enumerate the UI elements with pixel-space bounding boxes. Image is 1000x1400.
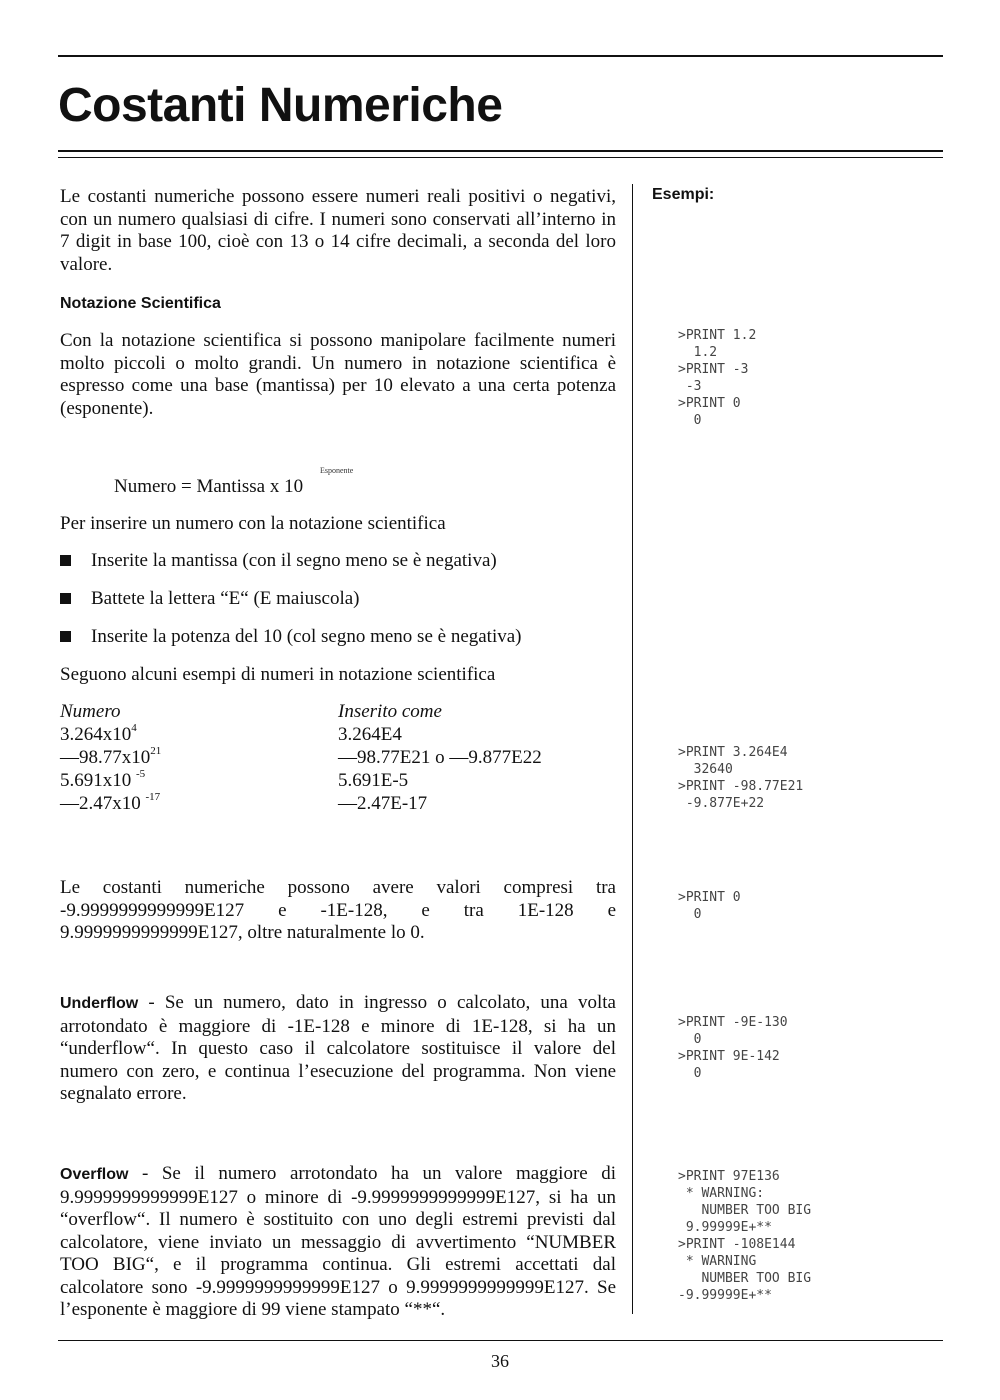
code-line: >PRINT -9E-130 — [678, 1015, 788, 1030]
code-line: >PRINT 97E136 — [678, 1169, 780, 1184]
footer-rule — [58, 1340, 943, 1341]
code-block — [678, 1014, 788, 1082]
code-line: >PRINT 0 — [678, 890, 741, 905]
table-cell-number — [60, 724, 137, 747]
bullet-item: Inserite la mantissa (con il segno meno se è negativa) — [91, 550, 497, 571]
code-line: >PRINT 9E-142 — [678, 1049, 780, 1064]
table-cell-number — [60, 747, 161, 770]
table-header-entered: Inserito come — [338, 701, 442, 722]
examples-heading: Esempi: — [652, 186, 715, 203]
bullet-item: Inserite la potenza del 10 (col segno meno se è negativa) — [91, 626, 522, 647]
scientific-paragraph: Con la notazione scientifica si possono manipolare facilmente numeri molto piccoli o molto grandi. Un numero in notazione scientifica è espresso come una base (mantissa) per 10 elevato a una certa potenza (esponente). — [60, 330, 616, 419]
table-cell-entered: 5.691E-5 — [338, 770, 409, 791]
bullet-square — [60, 593, 71, 604]
table-cell-entered: —2.47E-17 — [338, 793, 428, 814]
code-line: >PRINT -3 — [678, 362, 749, 377]
intro-paragraph: Le costanti numeriche possono essere numeri reali positivi o negativi, con un numero qualsiasi di cifre. I numeri sono conservati all’interno in 7 digit in base 100, cioè con 13 o 14 cifre decimali, a seconda del loro valore. — [60, 186, 616, 275]
table-cell-entered: 3.264E4 — [338, 724, 402, 745]
exponent-text: 4 — [131, 722, 137, 734]
range-paragraph: Le costanti numeriche possono avere valori compresi tra -9.9999999999999E127 e -1E-128, e tra 1E-128 e 9.9999999999999E127, oltre naturalmente lo 0. — [60, 877, 616, 943]
code-line: >PRINT 3.264E4 — [678, 745, 788, 760]
table-cell-number — [60, 793, 160, 816]
code-line: -9.99999E+** — [678, 1288, 772, 1303]
exponent-text: -17 — [145, 791, 161, 803]
bullet-item: Battete la lettera “E“ (E maiuscola) — [91, 588, 360, 609]
page-title: Costanti Numeriche — [58, 79, 503, 132]
code-line: NUMBER TOO BIG — [678, 1203, 812, 1218]
overflow-paragraph — [60, 1163, 616, 1322]
table-header-number: Numero — [60, 701, 121, 722]
overflow-text: - Se il numero arrotondato ha un valore maggiore di 9.9999999999999E127 o minore di -9.9999999999999E127, si ha un “overflow“. Il numero è sostituito con uno degli estremi previsti dal calcolatore, viene inviato un messaggio di avvertimento “NUMBER TOO BIG“, e il programma continua. Gli estremi accettati dal calcolatore sono -9.9999999999999E127 o 9.9999999999999E127. Se l’esponente è maggiore di 99 viene stampato “**“. — [60, 1163, 616, 1320]
code-line: 0 — [678, 1032, 702, 1047]
code-line: 0 — [678, 1066, 702, 1081]
underflow-label: Underflow — [60, 995, 139, 1012]
underflow-text: - Se un numero, dato in ingresso o calcolato, una volta arrotondato è maggiore di -1E-128 e minore di 1E-128, si ha un “underflow“. In questo caso il calcolatore sostituisce il valore del numero con zero, e continua l’esecuzione del programma. Non viene segnalato errore. — [60, 992, 616, 1104]
formula: Numero = Mantissa x 10 — [114, 476, 304, 497]
code-block — [678, 1168, 811, 1304]
title-rule-upper — [58, 150, 943, 152]
column-divider — [632, 184, 633, 1314]
exponent-text: 21 — [150, 745, 162, 757]
underflow-paragraph — [60, 992, 616, 1106]
insert-lead: Per inserire un numero con la notazione scientifica — [60, 513, 446, 534]
title-rule-lower — [58, 157, 943, 158]
mantissa-text: —98.77x10 — [60, 747, 151, 768]
code-line: 0 — [678, 907, 702, 922]
examples-lead: Seguono alcuni esempi di numeri in notazione scientifica — [60, 664, 496, 685]
table-cell-number — [60, 770, 145, 793]
page-number: 36 — [491, 1351, 509, 1371]
code-line: * WARNING — [678, 1254, 757, 1269]
mantissa-text: 5.691x10 — [60, 770, 136, 791]
code-line: 32640 — [678, 762, 733, 777]
overflow-label: Overflow — [60, 1166, 129, 1183]
code-line: NUMBER TOO BIG — [678, 1271, 812, 1286]
code-line: -3 — [678, 379, 702, 394]
code-line: >PRINT -108E144 — [678, 1237, 796, 1252]
bullet-square — [60, 631, 71, 642]
table-cell-entered: —98.77E21 o —9.877E22 — [338, 747, 542, 768]
code-block — [678, 889, 741, 923]
formula-exponent-label: Esponente — [320, 466, 354, 475]
code-line: 9.99999E+** — [678, 1220, 772, 1235]
code-block — [678, 327, 756, 429]
code-block — [678, 744, 803, 812]
exponent-text: -5 — [136, 768, 146, 780]
code-line: >PRINT 0 — [678, 396, 741, 411]
code-line: 1.2 — [678, 345, 718, 360]
code-line: -9.877E+22 — [678, 796, 765, 811]
mantissa-text: —2.47x10 — [60, 793, 146, 814]
section-heading-scientific: Notazione Scientifica — [60, 295, 221, 312]
mantissa-text: 3.264x10 — [60, 724, 132, 745]
bullet-square — [60, 555, 71, 566]
code-line: >PRINT 1.2 — [678, 328, 757, 343]
code-line: * WARNING: — [678, 1186, 765, 1201]
code-line: >PRINT -98.77E21 — [678, 779, 804, 794]
top-rule — [58, 55, 943, 57]
code-line: 0 — [678, 413, 702, 428]
